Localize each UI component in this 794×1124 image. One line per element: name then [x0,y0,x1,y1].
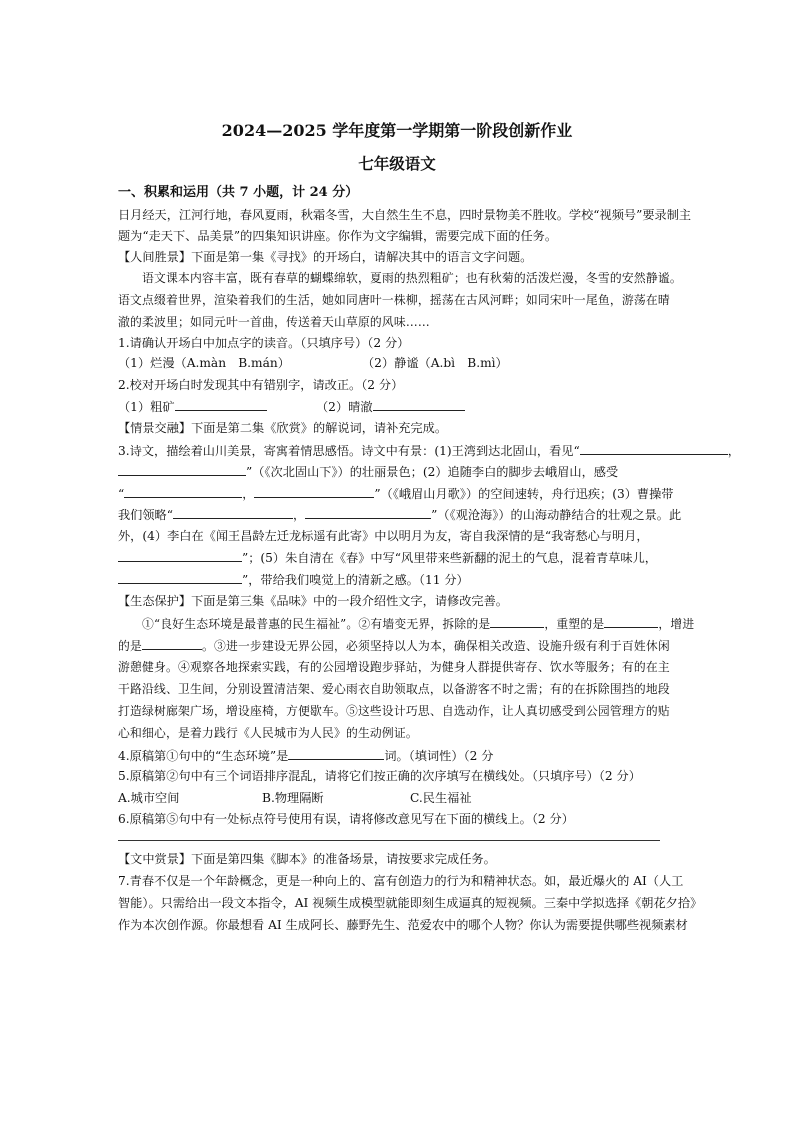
passage-blank [142,637,202,650]
question-3-line-4 [118,506,681,523]
question-3-line-2 [118,463,618,480]
part3-passage-line-6: 心和细心，是着力践行《人民城市为人民》的生动例证。 [118,726,418,740]
passage-text: ，增进 [658,617,695,631]
answer-blank[interactable] [305,506,431,519]
part1-passage-line-1: 语文课本内容丰富，既有春草的蝴蝶绵软，夏雨的热烈粗矿；也有秋菊的活泼烂漫，冬雪的安然静谧。 [142,271,682,285]
question-4-text: 词。（填词性）（2 分 [384,749,494,763]
answer-blank[interactable] [118,463,246,476]
part3-passage-line-3: 游憩健身。④观察各地探索实践，有的公园增设跑步驿站，为健身人群提供寄存、饮水等服务；有的在主 [118,660,670,674]
question-3-line-6 [118,549,657,566]
question-1: 1.请确认开场白中加点字的读音。（只填序号）（2 分） [118,336,410,350]
answer-blank[interactable] [173,506,293,519]
part1-passage-line-3: 澈的柔波里；如同元叶一首曲，传送着天山草原的风味…… [118,315,430,329]
question-3-line-7 [118,571,469,588]
question-3-text: ”，带给我们嗅觉上的清新之感。（11 分） [242,573,469,587]
passage-text: 的是 [118,639,142,653]
answer-blank[interactable] [175,398,267,411]
answer-blank[interactable] [373,398,465,411]
part3-passage-line-4: 干路沿线、卫生间，分别设置清洁架、爱心雨衣自助领取点，以备游客不时之需；有的在拆除围挡的地段 [118,682,670,696]
answer-blank[interactable] [124,485,242,498]
passage-text: 。③进一步建设无界公园，必须坚持以人为本，确保相关改造、设施升级有利于百姓休闲 [202,639,670,653]
punctuation: ， [292,508,306,522]
question-3-text: ”（《峨眉山月歌》）的空间速转，舟行迅疾；(3）曹操带 [374,487,674,501]
answer-blank[interactable] [118,571,242,584]
question-7-line-1: 7.青春不仅是一个年龄概念，更是一种向上的、富有创造力的行为和精神状态。如，最近爆火的 AI（人工 [118,874,684,888]
part1-label: 【人间胜景】下面是第一集《寻找》的开场白，请解决其中的语言文字问题。 [118,250,533,264]
part2-label: 【情景交融】下面是第二集《欣赏》的解说词，请补充完成。 [118,421,448,435]
part4-label: 【文中赏景】下面是第四集《脚本》的准备场景，请按要求完成任务。 [118,852,496,866]
question-3-line-5: 外，(4）李白在《闻王昌龄左迁龙标遥有此寄》中以明月为友，寄自我深情的是“我寄愁心与明月， [118,529,649,543]
question-6: 6.原稿第⑤句中有一处标点符号使用有误，请将修改意见写在下面的横线上。（2 分） [118,812,574,826]
answer-blank[interactable] [118,549,242,562]
question-2: 2.校对开场白时发现其中有错别字，请改正。（2 分） [118,378,404,392]
question-3-line-1 [118,442,740,459]
page-subtitle: 七年级语文 [358,154,436,173]
part1-passage-line-2: 语文点缀着世界，渲染着我们的生活，她如同唐叶一株柳，摇荡在古风河畔；如同宋叶一尾鱼，游荡在晴 [118,293,670,307]
question-1-option-2: （2）静谧（A.bì B.mì） [362,356,508,370]
question-3-text: 我们领略“ [118,508,173,522]
question-2-item-1-word: （1）粗矿 [118,400,175,414]
question-5-option-b: B.物理隔断 [262,791,324,805]
question-2-item-2-word: （2）晴澈 [316,400,373,414]
question-4-text: 4.原稿第①句中的“生态环境”是 [118,749,289,763]
punctuation: ， [242,487,255,501]
passage-blank [490,615,544,628]
question-5: 5.原稿第②句中有三个词语排序混乱，请将它们按正确的次序填写在横线处。（只填序号）（2 分） [118,769,641,783]
answer-blank[interactable] [580,442,728,455]
question-4 [118,747,493,764]
question-7-line-2: 智能）。只需给出一段文本指令，AI 视频生成模型就能即刻生成逼真的短视频。三秦中学拟选择《朝花夕拾》 [118,896,703,910]
part3-passage-line-2 [118,637,670,654]
question-2-item-2 [316,398,465,415]
question-7-line-3: 作为本次创作源。你最想看 AI 生成阿长、藤野先生、范爱农中的哪个人物？你认为需要提供哪些视频素材 [118,918,688,932]
page-title: 2024—2025 学年度第一学期第一阶段创新作业 [221,121,573,140]
part3-passage-line-5: 打造绿树廊架广场，增设座椅，方便歇车。⑤这些设计巧思、自选动作，让人真切感受到公园管理方的贴 [118,704,670,718]
answer-blank[interactable] [288,747,384,760]
question-3-line-3 [118,485,673,502]
question-3-text: ”（《次北固山下》）的壮丽景色；(2）追随李白的脚步去峨眉山，感受 [246,465,619,479]
punctuation: ， [727,444,740,458]
question-3-text: ”（《观沧海》）的山海动静结合的壮观之景。此 [431,508,682,522]
section-heading: 一、积累和运用（共 7 小题，计 24 分） [118,185,359,200]
question-1-option-1: （1）烂漫（A.màn B.mán） [118,356,290,370]
question-5-option-a: A.城市空间 [118,791,180,805]
punctuation: “ [118,487,125,501]
question-5-option-c: C.民生福祉 [410,791,472,805]
part3-passage-line-1 [142,615,694,632]
part3-label: 【生态保护】下面是第三集《品味》中的一段介绍性文字，请修改完善。 [118,594,508,608]
passage-blank [604,615,658,628]
passage-text: ，重塑的是 [544,617,605,631]
intro-line-2: 题为“走天下、品美景”的四集知识讲座。你作为文字编辑，需要完成下面的任务。 [118,229,558,243]
question-3-text: 3.诗文，描绘着山川美景，寄寓着情思感悟。诗文中有景：(1)王湾到达北固山，看见“ [118,444,580,458]
answer-blank[interactable] [254,485,374,498]
question-3-text: ”；(5）朱自清在《春》中写“风里带来些新翻的泥土的气息，混着青草味儿， [242,551,657,565]
intro-line-1: 日月经天，江河行地，春风夏雨，秋霜冬雪，大自然生生不息，四时景物美不胜收。学校“视频号”要录制主 [118,208,692,222]
answer-line[interactable] [118,840,660,841]
question-2-item-1 [118,398,267,415]
passage-text: ①“良好生态环境是最普惠的民生福祉”。②有墙变无界，拆除的是 [142,617,491,631]
